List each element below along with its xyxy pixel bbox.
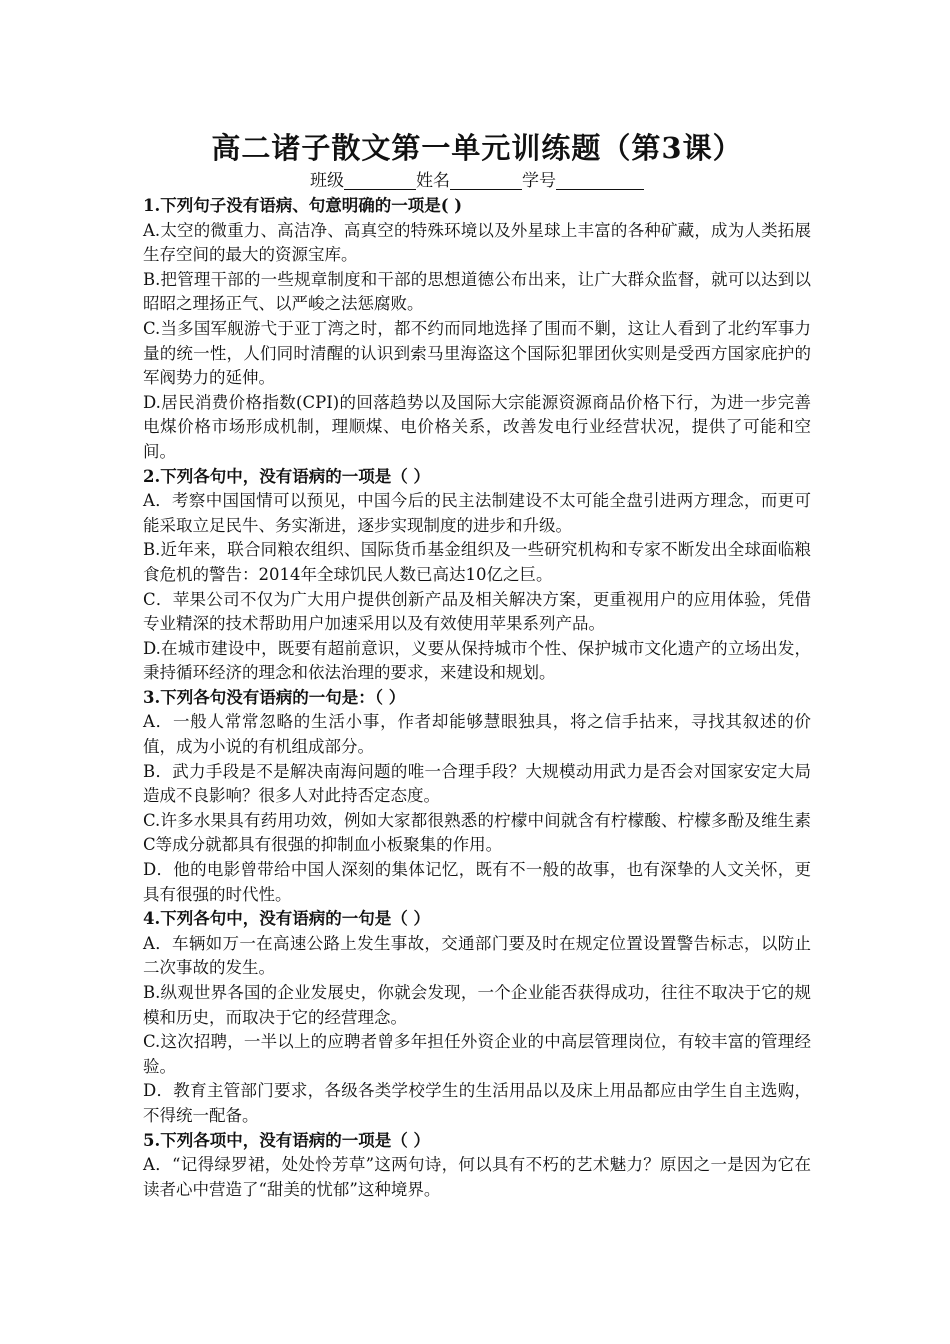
page-title: 高二诸子散文第一单元训练题（第3课） [211,131,743,165]
question-stem: 2.下列各句中，没有语病的一项是（ ） [143,466,430,486]
option-c: C．苹果公司不仅为广大用户提供创新产品及相关解决方案，更重视用户的应用体验，凭借专业精深的技术帮助用户加速采用以及有效使用苹果系列产品。 [143,589,811,634]
question-4 [143,907,811,1128]
question-stem: 3.下列各句没有语病的一句是：（ ） [143,687,406,707]
option-d: D．教育主管部门要求，各级各类学校学生的生活用品以及床上用品都应由学生自主选购，不得统一配备。 [143,1081,811,1125]
name-label: 姓名 [416,171,450,191]
option-b: B.纵观世界各国的企业发展史，你就会发现，一个企业能否获得成功，往往不取决于它的规模和历史，而取决于它的经营理念。 [143,983,811,1027]
class-blank [344,171,416,190]
question-stem: 5.下列各项中，没有语病的一项是（ ） [143,1130,430,1150]
option-b: B．武力手段是不是解决南海问题的唯一合理手段？大规模动用武力是否会对国家安定大局造成不良影响？很多人对此持否定态度。 [143,761,811,806]
worksheet-page [143,128,811,1202]
option-a: A．“记得绿罗裙，处处怜芳草”这两句诗，何以具有不朽的艺术魅力？原因之一是因为它在读者心中营造了“甜美的忧郁”这种境界。 [143,1155,811,1199]
student-info-line [143,168,811,194]
option-c: C.许多水果具有药用功效，例如大家都很熟悉的柠檬中间就含有柠檬酸、柠檬多酚及维生素C等成分就都具有很强的抑制血小板聚集的作用。 [143,810,811,855]
question-2 [143,465,811,686]
option-d: D.在城市建设中，既要有超前意识，义要从保持城市个性、保护城市文化遗产的立场出发，秉持循环经济的理念和依法治理的要求，来建设和规划。 [143,638,811,683]
question-3 [143,686,811,907]
option-b: B.把管理干部的一些规章制度和干部的思想道德公布出来，让广大群众监督，就可以达到以昭昭之理扬正气、以严峻之法惩腐败。 [143,269,811,314]
question-1 [143,194,811,465]
option-a: A．一般人常常忽略的生活小事，作者却能够慧眼独具，将之信手拈来，寻找其叙述的价值，成为小说的有机组成部分。 [143,712,811,757]
question-stem: 4.下列各句中，没有语病的一句是（ ） [143,909,430,929]
option-b: B.近年来，联合同粮农组织、国际货币基金组织及一些研究机构和专家不断发出全球面临粮食危机的警告：2014年全球饥民人数已高达10亿之巨。 [143,540,811,584]
student-id-blank [556,171,644,190]
option-a: A.太空的微重力、高洁净、高真空的特殊环境以及外星球上丰富的各种矿藏，成为人类拓展生存空间的最大的资源宝库。 [143,220,811,265]
question-stem: 1.下列句子没有语病、句意明确的一项是( ) [143,196,463,215]
option-a: A．考察中国国情可以预见，中国今后的民主法制建设不太可能全盘引进两方理念，而更可能采取立足民牛、务实渐进，逐步实现制度的进步和升级。 [143,491,811,535]
question-5 [143,1129,811,1203]
class-label: 班级 [310,171,344,191]
option-c: C.这次招聘，一半以上的应聘者曾多年担任外资企业的中高层管理岗位，有较丰富的管理经验。 [143,1032,811,1076]
option-d: D.居民消费价格指数(CPI)的回落趋势以及国际大宗能源资源商品价格下行，为进一步完善电煤价格市场形成机制，理顺煤、电价格关系，改善发电行业经营状况，提供了可能和空间。 [143,392,811,461]
option-d: D．他的电影曾带给中国人深刻的集体记忆，既有不一般的故事，也有深挚的人文关怀，更具有很强的时代性。 [143,860,811,904]
student-id-label: 学号 [522,171,556,191]
name-blank [450,171,522,190]
option-c: C.当多国军舰游弋于亚丁湾之时，都不约而同地选择了围而不剿，这让人看到了北约军事力量的统一性，人们同时清醒的认识到索马里海盗这个国际犯罪团伙实则是受西方国家庇护的军阀势力的延伸。 [143,318,811,388]
option-a: A．车辆如万一在高速公路上发生事故，交通部门要及时在规定位置设置警告标志，以防止二次事故的发生。 [143,933,811,978]
